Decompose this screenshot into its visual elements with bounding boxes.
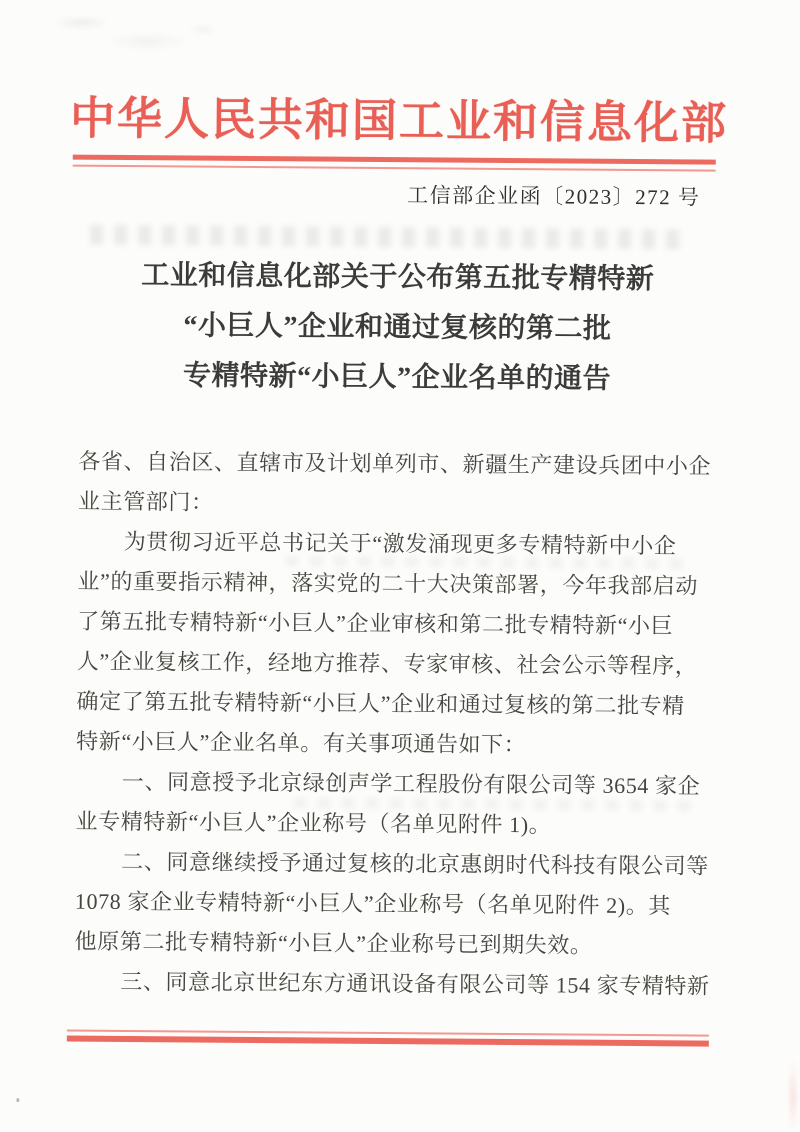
body-line: 确定了第五批专精特新“小巨人”企业和通过复核的第二批专精	[76, 688, 685, 719]
body-line: 业主管部门：	[77, 488, 214, 515]
bleed-through-artifact	[90, 225, 690, 250]
body-line: 二、同意继续授予通过复核的北京惠朗时代科技有限公司等	[121, 848, 709, 879]
body-line: 三、同意北京世纪东方通讯设备有限公司等 154 家专精特新	[120, 968, 710, 999]
title-line: 专精特新“小巨人”企业名单的通告	[182, 360, 612, 395]
body-line: 特新“小巨人”企业名单。有关事项通告如下：	[76, 728, 527, 758]
document-number: 工信部企业函〔2023〕272 号	[407, 183, 701, 210]
body-line: 为贯彻习近平总书记关于“激发涌现更多专精特新中小企	[123, 528, 677, 559]
header-divider	[73, 155, 716, 172]
body-line: 他原第二批专精特新“小巨人”企业称号已到期失效。	[74, 928, 593, 958]
body-line: 一、同意授予北京绿创声学工程股份有限公司等 3654 家企	[121, 768, 701, 799]
document-body	[74, 442, 716, 1007]
footer-divider	[67, 1030, 709, 1047]
body-line: 了第五批专精特新“小巨人”企业审核和第二批专精特新“小巨	[77, 608, 674, 639]
scan-smudge-artifact	[15, 4, 235, 66]
document-title	[0, 250, 798, 406]
ministry-header: 中华人民共和国工业和信息化部	[69, 93, 729, 149]
body-line: 业”的重要指示精神，落实党的二十大决策部署，今年我部启动	[77, 568, 699, 599]
title-line: 工业和信息化部关于公布第五批专精特新	[141, 260, 655, 296]
title-line: “小巨人”企业和通过复核的第二批	[183, 310, 612, 345]
body-line: 1078 家企业专精特新“小巨人”企业称号（名单见附件 2)。其	[74, 888, 672, 919]
body-line: 各省、自治区、直辖市及计划单列市、新疆生产建设兵团中小企	[78, 448, 712, 479]
body-line: 业专精特新“小巨人”企业称号（名单见附件 1)。	[75, 808, 552, 838]
scan-speck-artifact	[16, 1098, 19, 1102]
body-line: 人”企业复核工作，经地方推荐、专家审核、社会公示等程序，	[76, 648, 698, 679]
